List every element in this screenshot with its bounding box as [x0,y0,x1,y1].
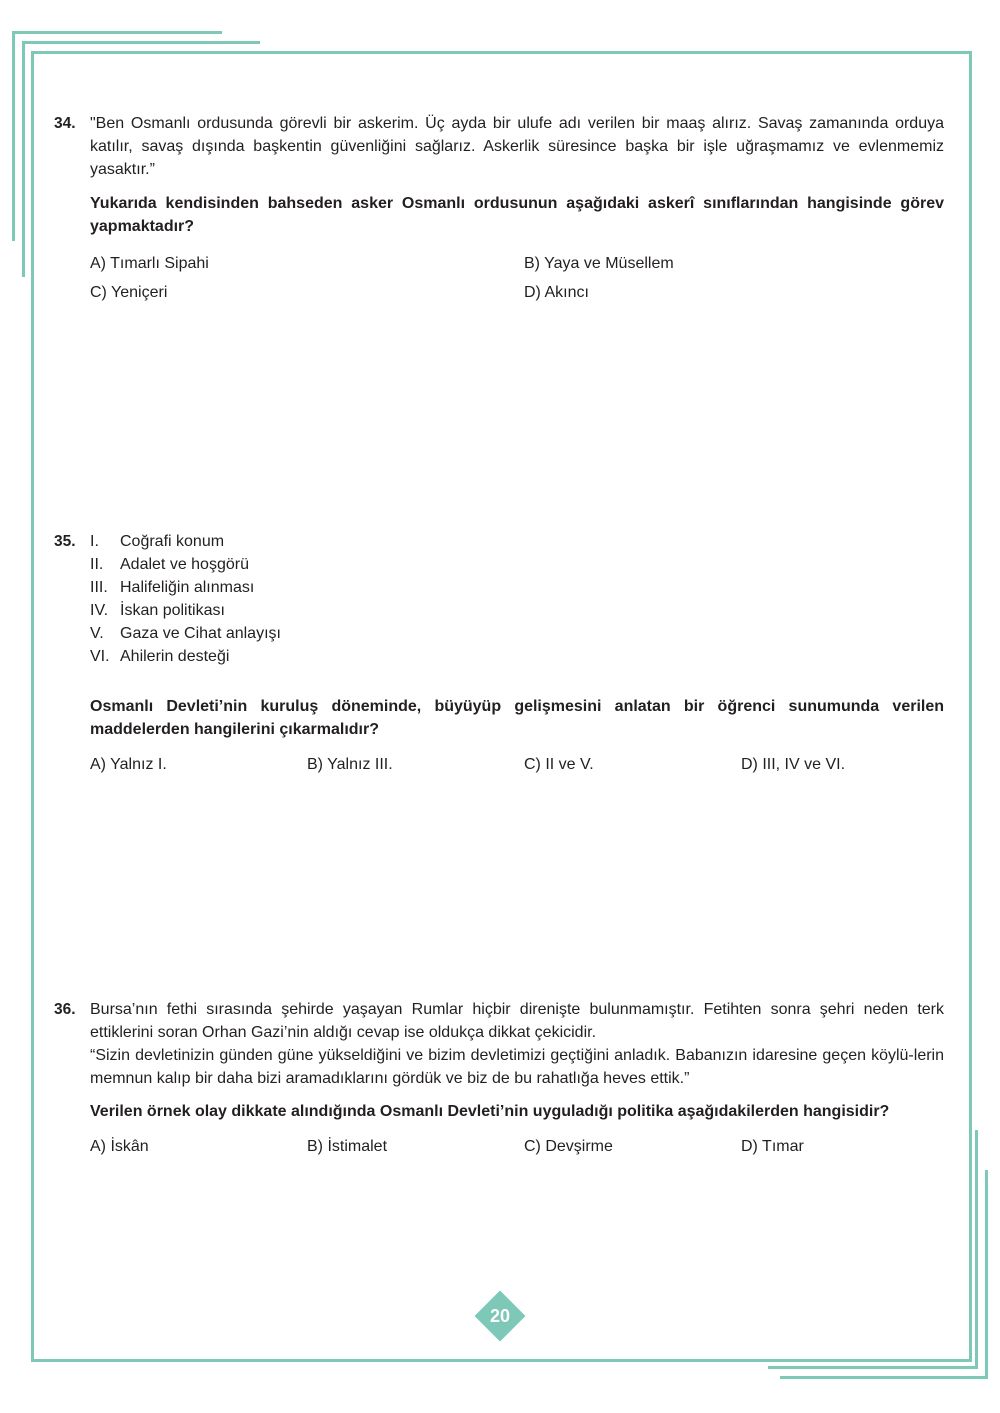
frame-deco-bottom-2 [780,1376,988,1379]
options-row [90,1135,944,1158]
question-prompt: Verilen örnek olay dikkate alındığında Osmanlı Devleti’nin uyguladığı politika aşağıdakilerden hangisidir? [90,1103,890,1120]
list-item: V. Gaza ve Cihat anlayışı [90,625,281,642]
list-item: III. Halifeliğin alınması [90,579,255,596]
option-c[interactable]: C) Yeniçeri [90,284,168,301]
option-d[interactable]: D) III, IV ve VI. [741,756,846,773]
frame-deco-bottom-1 [768,1366,978,1369]
frame-deco-top-2 [22,41,260,44]
question-prompt: Yukarıda kendisinden bahseden asker Osmanlı ordusunun aşağıdaki askerî sınıflarından hangisinde görev yapmaktadır? [90,195,944,235]
list-item: I. Coğrafi konum [90,533,225,550]
frame-deco-right-1 [975,1130,978,1369]
question-number: 35. [54,533,76,550]
option-b[interactable]: B) Yaya ve Müsellem [524,255,674,272]
list-item: IV. İskan politikası [90,602,225,619]
option-b[interactable]: B) İstimalet [307,1138,388,1155]
question-number: 34. [54,115,76,132]
list-item: VI. Ahilerin desteği [90,648,230,665]
option-a[interactable]: A) Tımarlı Sipahi [90,255,209,272]
question-36 [54,998,944,1158]
list-item: II. Adalet ve hoşgörü [90,556,249,573]
options-row-2 [90,281,944,304]
frame-deco-left-1 [12,31,15,241]
question-35 [54,530,944,776]
option-d[interactable]: D) Tımar [741,1138,804,1155]
page-number: 20 [489,1306,511,1326]
frame-deco-top-1 [12,31,222,34]
question-stem: "Ben Osmanlı ordusunda görevli bir askerim. Üç ayda bir ulufe adı verilen bir maaş alırız. Savaş zamanında orduya katılır, savaş dışında başkentin güvenliğini sağlarız. Askerlik süresince başka bir işle uğraşmamız ve evlenmemiz yasaktır.” [90,115,944,178]
question-34 [54,112,944,304]
option-d[interactable]: D) Akıncı [524,284,589,301]
question-stem: Bursa’nın fethi sırasında şehirde yaşayan Rumlar hiçbir direnişte bulunmamıştır. Fetihten sonra şehri neden terk ettiklerini soran Orhan Gazi’nin aldığı cevap ise oldukça dikkat çekicidir. [90,1001,944,1041]
option-a[interactable]: A) İskân [90,1138,149,1155]
question-quote: “Sizin devletinizin günden güne yükseldiğini ve bizim devletimizi geçtiğini anladık. Babanızın idaresine geçen köylü-lerin memnun kalıp bir daha bizi aramadıklarını gördük ve biz de bu rahatlığa heves ettik.” [90,1047,944,1087]
frame-deco-left-2 [22,41,25,277]
option-c[interactable]: C) II ve V. [524,756,594,773]
options-row-1 [90,252,944,275]
options-row [90,753,944,776]
frame-deco-right-2 [985,1170,988,1379]
option-a[interactable]: A) Yalnız I. [90,756,167,773]
question-number: 36. [54,1001,76,1018]
question-prompt: Osmanlı Devleti’nin kuruluş döneminde, büyüyüp gelişmesini anlatan bir öğrenci sunumunda verilen maddelerden hangilerini çıkarmalıdır? [90,698,944,738]
option-c[interactable]: C) Devşirme [524,1138,613,1155]
option-b[interactable]: B) Yalnız III. [307,756,393,773]
